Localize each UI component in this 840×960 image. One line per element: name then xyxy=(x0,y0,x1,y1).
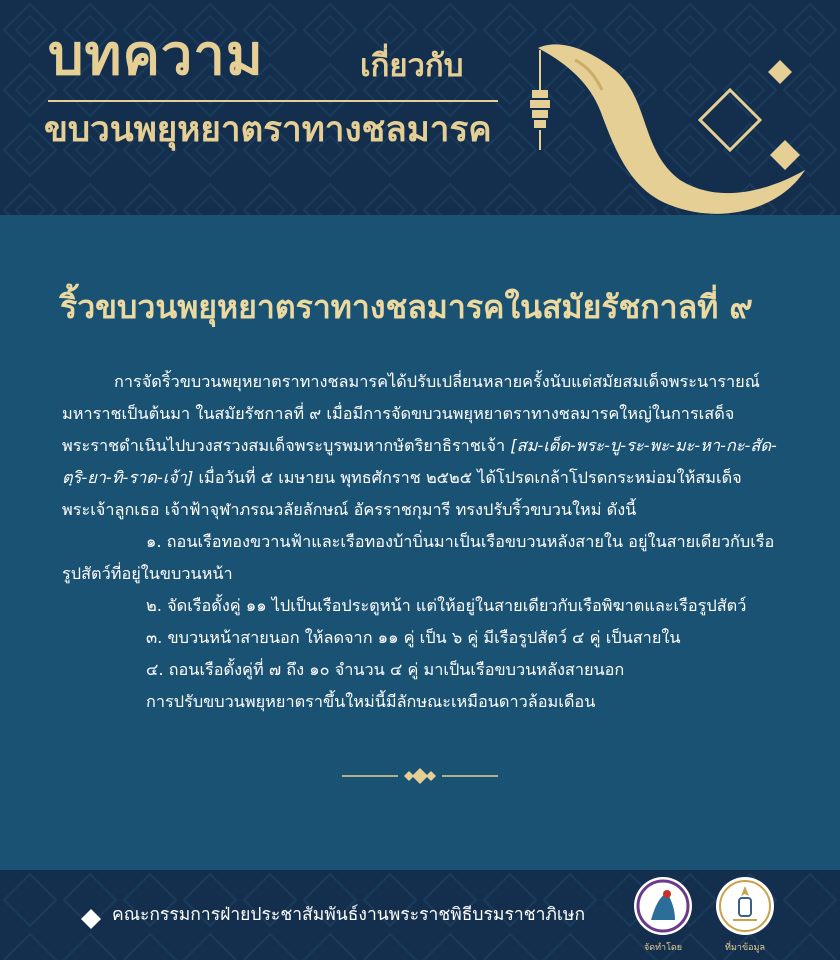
list-item: ๔. ถอนเรือดั้งคู่ที่ ๗ ถึง ๑๐ จำนวน ๔ คู่ มาเป็นเรือขบวนหลังสายนอก xyxy=(146,660,625,679)
header-topic: ขบวนพยุหยาตราทางชลมารค xyxy=(44,110,492,150)
header-band xyxy=(0,0,840,225)
ornament-divider-icon xyxy=(342,766,498,786)
closing-line: การปรับขบวนพยุหยาตราขึ้นใหม่นี้มีลักษณะเหมือนดาวล้อมเดือน xyxy=(146,692,596,711)
header-title: บทความ xyxy=(48,23,264,88)
royal-barge-icon xyxy=(520,30,820,230)
list-item: ๒. จัดเรือดั้งคู่ ๑๑ ไปเป็นเรือประตูหน้า แต่ให้อยู่ในสายเดียวกับเรือพิฆาตและเรือรูปสัตว์ xyxy=(146,596,747,615)
list-item: ๑. ถอนเรือทองขวานฟ้าและเรือทองบ้าบิ่นมาเป็นเรือขบวนหลังสายใน อยู่ในสายเดียวกับเรือรูปสัตว์ที่อยู่ในขบวนหน้า xyxy=(62,532,775,583)
royal-seal-icon xyxy=(715,876,775,936)
paragraph-text: การจัดริ้วขบวนพยุหยาตราทางชลมารคได้ปรับเปลี่ยนหลายครั้งนับแต่สมัยสมเด็จพระนารายณ์มหาราชเป็นต้นมา ในสมัยรัชกาลที่ ๙ เมื่อมีการจัดขบวนพยุหยาตราทางชลมารคใหญ่ในการเสด็จพระราชดำเนินไปบวงสรวงสมเด็จพระบูรพมหากษัตริยาธิราชเจ้า xyxy=(62,372,760,455)
article-paragraph xyxy=(62,366,780,526)
producer-logo xyxy=(628,876,698,955)
header-subtitle: เกี่ยวกับ xyxy=(360,48,464,84)
source-logo xyxy=(710,876,780,955)
diamond-icon xyxy=(80,908,102,930)
pronunciation-guide: [สม-เด็ด-พระ-บู-ระ-พะ-มะ-หา-กะ-สัด-ตฺริ-ยา-ทิ-ราด-เจ้า] xyxy=(62,436,777,487)
garuda-emblem-icon xyxy=(633,876,693,936)
committee-name: คณะกรรมการฝ่ายประชาสัมพันธ์งานพระราชพิธีบรมราชาภิเษก xyxy=(112,905,586,925)
paragraph-text-cont: เมื่อวันที่ ๕ เมษายน พุทธศักราช ๒๕๒๕ ได้โปรดเกล้าโปรดกระหม่อมให้สมเด็จพระเจ้าลูกเธอ เจ้าฟ้าจุฬาภรณวลัยลักษณ์ อัครราชกุมารี ทรงปรับริ้วขบวนใหม่ ดังนี้ xyxy=(62,468,742,519)
article-title: ริ้วขบวนพยุหยาตราทางชลมารคในสมัยรัชกาลที่ ๙ xyxy=(60,288,753,326)
header-divider xyxy=(48,100,498,102)
list-item: ๓. ขบวนหน้าสายนอก ให้ลดจาก ๑๑ คู่ เป็น ๖ คู่ มีเรือรูปสัตว์ ๔ คู่ เป็นสายใน xyxy=(146,628,681,647)
source-caption: ที่มาข้อมูล xyxy=(725,943,765,953)
producer-caption: จัดทำโดย xyxy=(643,943,683,953)
article-body xyxy=(62,366,780,718)
